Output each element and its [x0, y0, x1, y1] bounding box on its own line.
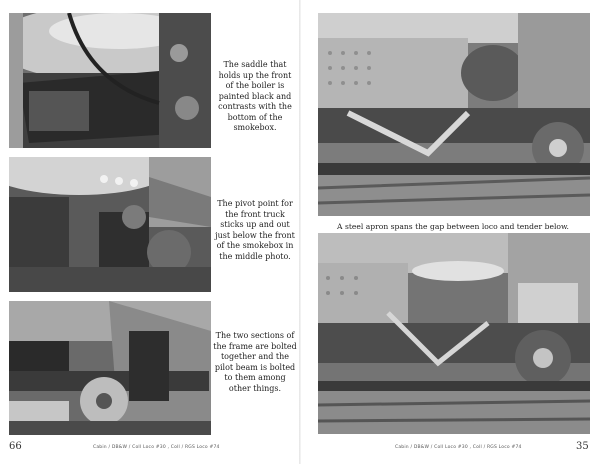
- loco-tender-top-photo: [318, 13, 590, 216]
- saddle-photo: [9, 13, 211, 148]
- apron-caption: A steel apron spans the gap between loco and tender below.: [337, 222, 569, 231]
- book-spine: [299, 0, 301, 464]
- pivot-photo: [9, 157, 211, 292]
- left-page-number: 66: [9, 441, 22, 452]
- frame-caption: The two sections of the frame are bolted together and the pilot beam is bolted to them among other things.: [213, 331, 297, 393]
- left-page-footer: Cabin / DB&W / Coll Loco #30 , Coll / RGS Loco #74: [93, 445, 220, 450]
- pivot-caption: The pivot point for the front truck sticks up and out just below the front of the smokebox in the middle photo.: [215, 199, 295, 261]
- right-page-footer: Cabin / DB&W / Coll Loco #30 , Coll / RGS Loco #74: [395, 445, 522, 450]
- frame-photo: [9, 301, 211, 435]
- loco-tender-bottom-photo: [318, 233, 590, 434]
- right-page-number: 35: [576, 441, 589, 452]
- saddle-caption: The saddle that holds up the front of the boiler is painted black and contrasts with the bottom of the smokebox.: [218, 60, 292, 132]
